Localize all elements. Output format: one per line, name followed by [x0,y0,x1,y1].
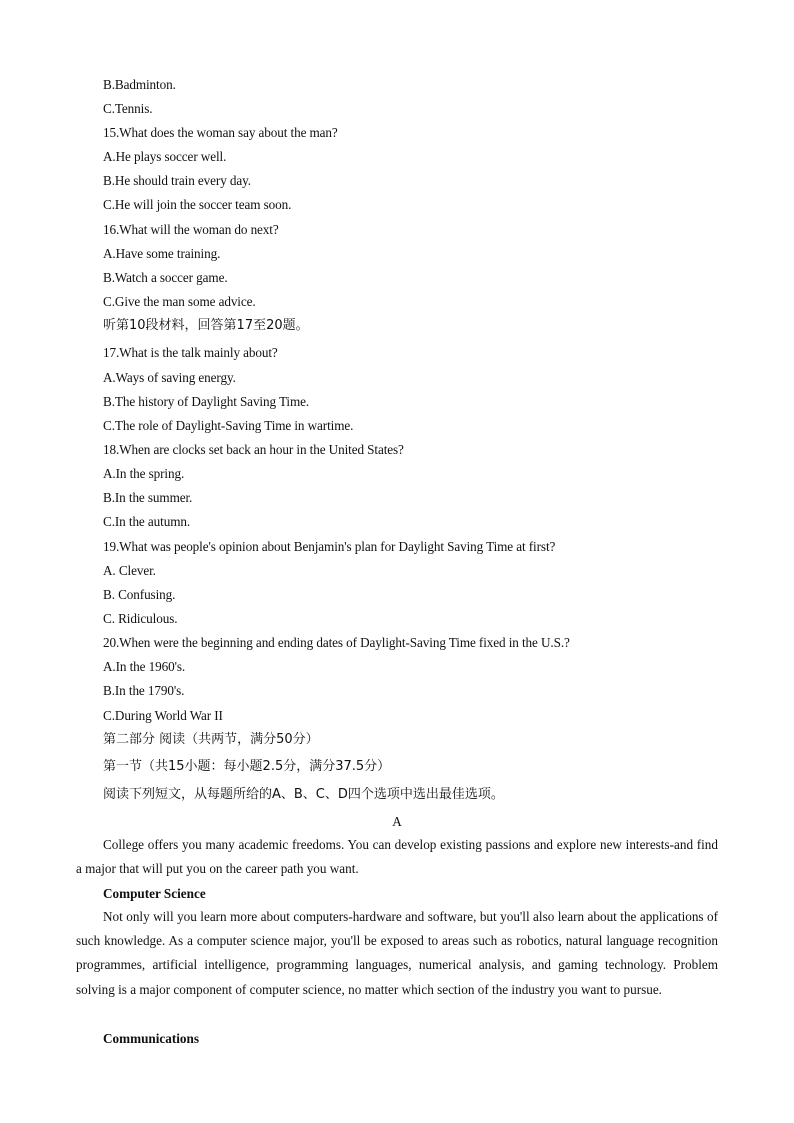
option-line: C.The role of Daylight-Saving Time in wartime. [103,418,354,433]
section-heading-computer-science: Computer Science [103,886,206,901]
option-line: B. Confusing. [103,587,176,602]
option-line: B.In the 1790's. [103,683,185,698]
section-heading-communications: Communications [103,1031,199,1046]
option-line: B.He should train every day. [103,173,251,188]
option-line: C.During World War II [103,708,223,723]
computer-science-paragraph: Not only will you learn more about computers-hardware and software, but you'll also learn about the applications of such knowledge. As a computer science major, you'll be exposed to areas such as robotics, natural language recognition programmes, artificial intelligence, programming languages, numerical analysis, and gaming technology. Problem solving is a major component of computer science, no matter which section of the industry you want to pursue. [76,909,718,997]
option-line: C. Ridiculous. [103,611,178,626]
question-line: 18.When are clocks set back an hour in the United States? [103,442,404,457]
question-line: 19.What was people's opinion about Benjamin's plan for Daylight Saving Time at first? [103,539,556,554]
section-title: 第一节（共15小题：每小题2.5分，满分37.5分） [103,759,391,774]
option-line: B.In the summer. [103,490,193,505]
question-line: 15.What does the woman say about the man? [103,125,338,140]
option-line: A.In the 1960's. [103,659,186,674]
option-line: A.Have some training. [103,246,221,261]
option-line: C.He will join the soccer team soon. [103,197,292,212]
intro-paragraph: College offers you many academic freedoms. You can develop existing passions and explore new interests-and find a major that will put you on the career path you want. [76,837,718,877]
option-line: B.Watch a soccer game. [103,270,228,285]
listening-instruction: 听第10段材料，回答第17至20题。 [103,318,309,333]
question-line: 20.When were the beginning and ending dates of Daylight-Saving Time fixed in the U.S.? [103,635,570,650]
option-line: B.Badminton. [103,77,176,92]
option-line: C.Give the man some advice. [103,294,256,309]
part-title: 第二部分 阅读（共两节，满分50分） [103,732,319,747]
reading-instruction: 阅读下列短文，从每题所给的A、B、C、D四个选项中选出最佳选项。 [103,787,504,802]
option-line: A.Ways of saving energy. [103,370,236,385]
question-line: 17.What is the talk mainly about? [103,345,278,360]
option-line: B.The history of Daylight Saving Time. [103,394,310,409]
option-line: C.In the autumn. [103,514,191,529]
option-line: A.In the spring. [103,466,185,481]
option-line: A. Clever. [103,563,156,578]
passage-label: A [392,814,402,829]
question-line: 16.What will the woman do next? [103,222,279,237]
option-line: C.Tennis. [103,101,153,116]
option-line: A.He plays soccer well. [103,149,227,164]
